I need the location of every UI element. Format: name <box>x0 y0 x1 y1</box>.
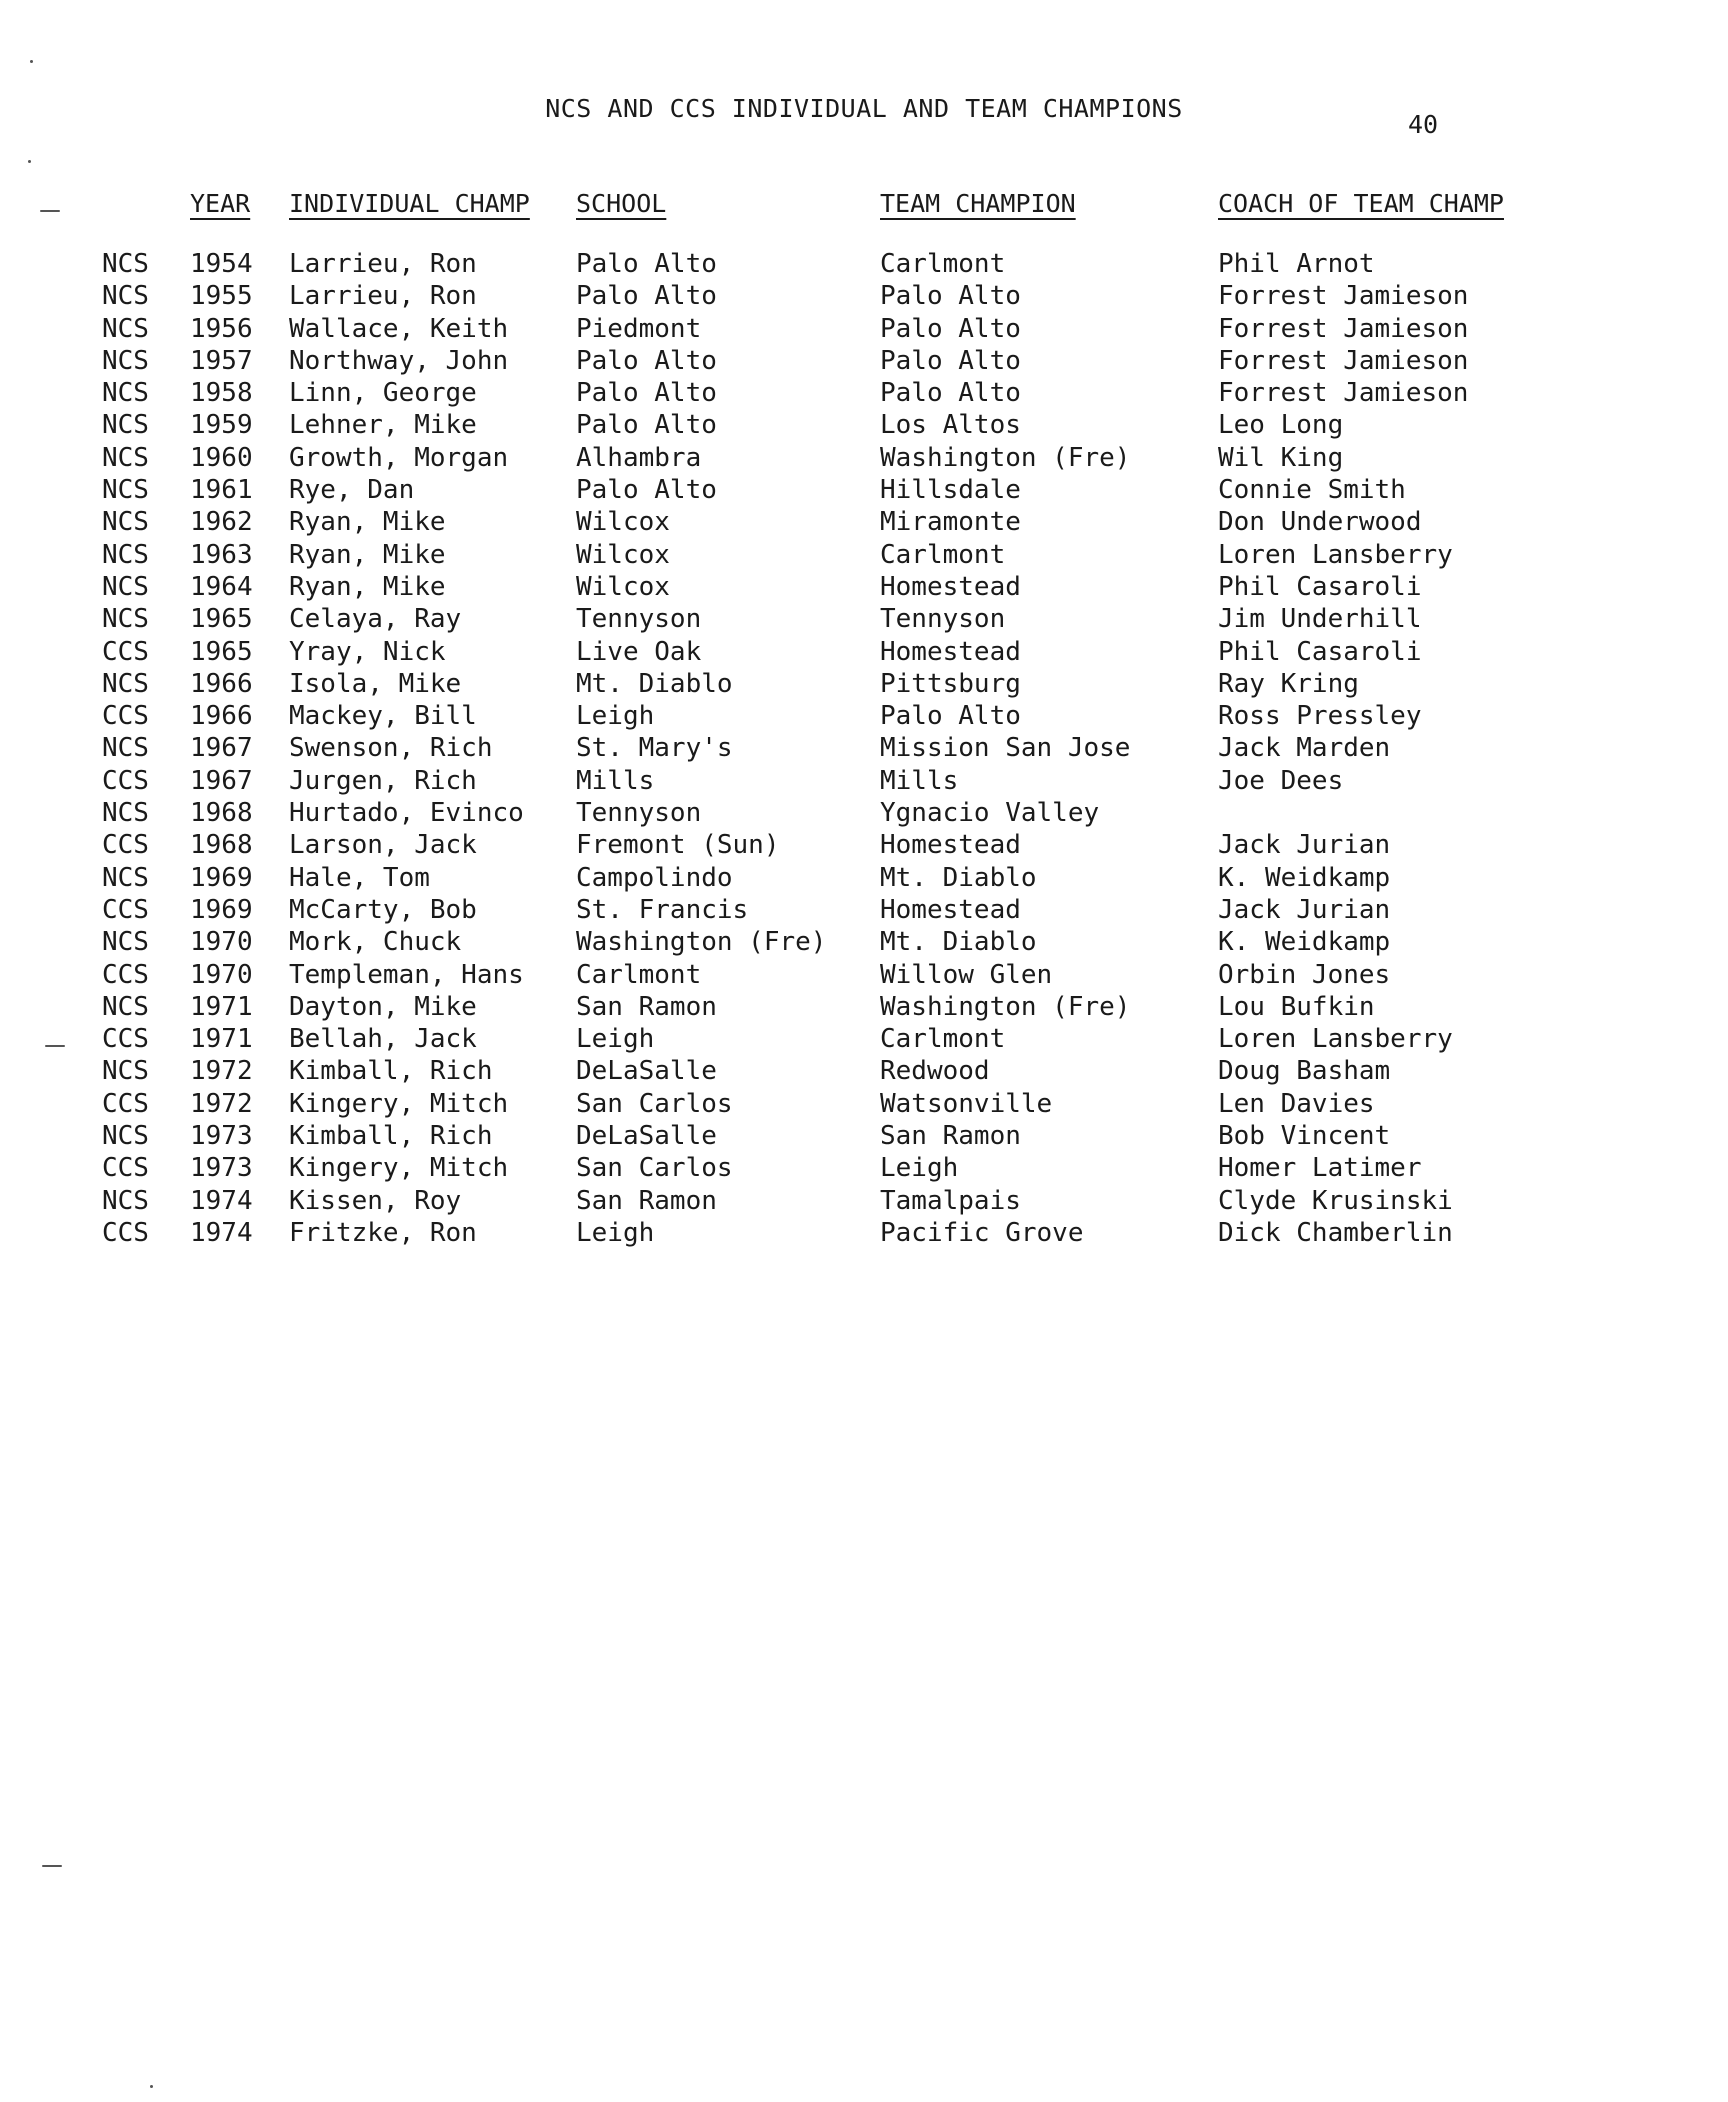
cell-year: 1957 <box>190 345 253 376</box>
cell-individual-champ: Celaya, Ray <box>289 604 462 635</box>
cell-year: 1972 <box>190 1088 253 1119</box>
header-individual-champ: INDIVIDUAL CHAMP <box>289 189 530 218</box>
cell-year: 1974 <box>190 1217 253 1248</box>
cell-year: 1968 <box>190 798 253 829</box>
table-row <box>0 571 1728 603</box>
cell-school: Live Oak <box>576 636 702 667</box>
page-number: 40 <box>1408 110 1439 139</box>
cell-individual-champ: Kimball, Rich <box>289 1121 493 1152</box>
cell-team-champion: Tennyson <box>880 604 1006 635</box>
cell-team-champion: San Ramon <box>880 1121 1021 1152</box>
table-body <box>0 248 1728 1249</box>
cell-division: NCS <box>102 345 149 376</box>
table-row <box>0 894 1728 926</box>
cell-school: Mt. Diablo <box>576 668 733 699</box>
cell-coach: Forrest Jamieson <box>1218 378 1469 409</box>
cell-team-champion: Mt. Diablo <box>880 927 1037 958</box>
cell-team-champion: Carlmont <box>880 539 1006 570</box>
cell-team-champion: Palo Alto <box>880 281 1021 312</box>
cell-division: NCS <box>102 281 149 312</box>
cell-coach: Dick Chamberlin <box>1218 1217 1453 1248</box>
cell-individual-champ: Fritzke, Ron <box>289 1217 477 1248</box>
cell-division: NCS <box>102 1056 149 1087</box>
scan-speck <box>45 1045 65 1047</box>
table-row <box>0 1120 1728 1152</box>
cell-individual-champ: Growth, Morgan <box>289 442 509 473</box>
cell-team-champion: Palo Alto <box>880 345 1021 376</box>
cell-division: NCS <box>102 927 149 958</box>
cell-coach: Phil Casaroli <box>1218 571 1422 602</box>
table-row <box>0 1217 1728 1249</box>
scan-speck <box>30 60 33 63</box>
cell-school: Campolindo <box>576 862 733 893</box>
cell-division: CCS <box>102 636 149 667</box>
cell-year: 1970 <box>190 927 253 958</box>
cell-coach: Lou Bufkin <box>1218 991 1375 1022</box>
cell-division: CCS <box>102 701 149 732</box>
cell-school: Leigh <box>576 701 655 732</box>
cell-year: 1960 <box>190 442 253 473</box>
cell-coach: Don Underwood <box>1218 507 1422 538</box>
cell-individual-champ: Bellah, Jack <box>289 1024 477 1055</box>
table-row <box>0 926 1728 958</box>
cell-year: 1973 <box>190 1121 253 1152</box>
cell-team-champion: Tamalpais <box>880 1185 1021 1216</box>
header-coach: COACH OF TEAM CHAMP <box>1218 189 1504 218</box>
cell-school: Wilcox <box>576 507 670 538</box>
cell-team-champion: Redwood <box>880 1056 990 1087</box>
cell-year: 1965 <box>190 636 253 667</box>
cell-individual-champ: Larson, Jack <box>289 830 477 861</box>
cell-school: Palo Alto <box>576 410 717 441</box>
cell-school: Washington (Fre) <box>576 927 827 958</box>
cell-coach: Forrest Jamieson <box>1218 281 1469 312</box>
cell-team-champion: Homestead <box>880 894 1021 925</box>
cell-team-champion: Watsonville <box>880 1088 1053 1119</box>
table-row <box>0 732 1728 764</box>
cell-year: 1967 <box>190 733 253 764</box>
cell-year: 1965 <box>190 604 253 635</box>
cell-coach: Orbin Jones <box>1218 959 1391 990</box>
table-row <box>0 797 1728 829</box>
cell-coach: Ross Pressley <box>1218 701 1422 732</box>
cell-year: 1973 <box>190 1153 253 1184</box>
table-row <box>0 765 1728 797</box>
cell-individual-champ: Kingery, Mitch <box>289 1088 509 1119</box>
cell-coach: Ray Kring <box>1218 668 1359 699</box>
cell-team-champion: Willow Glen <box>880 959 1053 990</box>
table-row <box>0 829 1728 861</box>
cell-individual-champ: Kimball, Rich <box>289 1056 493 1087</box>
cell-school: Mills <box>576 765 655 796</box>
cell-division: NCS <box>102 1185 149 1216</box>
cell-year: 1971 <box>190 1024 253 1055</box>
cell-school: Palo Alto <box>576 345 717 376</box>
cell-division: NCS <box>102 862 149 893</box>
cell-individual-champ: Larrieu, Ron <box>289 249 477 279</box>
cell-coach: Jim Underhill <box>1218 604 1422 635</box>
cell-coach: Forrest Jamieson <box>1218 313 1469 344</box>
cell-individual-champ: Lehner, Mike <box>289 410 477 441</box>
cell-school: Piedmont <box>576 313 702 344</box>
cell-individual-champ: Ryan, Mike <box>289 539 446 570</box>
cell-team-champion: Homestead <box>880 830 1021 861</box>
table-row <box>0 1023 1728 1055</box>
cell-individual-champ: Hale, Tom <box>289 862 430 893</box>
cell-individual-champ: Larrieu, Ron <box>289 281 477 312</box>
cell-individual-champ: Jurgen, Rich <box>289 765 477 796</box>
header-year: YEAR <box>190 189 251 218</box>
cell-coach: Loren Lansberry <box>1218 1024 1453 1055</box>
cell-coach: Bob Vincent <box>1218 1121 1391 1152</box>
cell-coach: Homer Latimer <box>1218 1153 1422 1184</box>
cell-team-champion: Mills <box>880 765 959 796</box>
cell-individual-champ: Mork, Chuck <box>289 927 462 958</box>
cell-coach: K. Weidkamp <box>1218 862 1391 893</box>
cell-division: NCS <box>102 410 149 441</box>
cell-year: 1967 <box>190 765 253 796</box>
cell-division: NCS <box>102 798 149 829</box>
cell-division: NCS <box>102 604 149 635</box>
cell-individual-champ: Kingery, Mitch <box>289 1153 509 1184</box>
cell-team-champion: Miramonte <box>880 507 1021 538</box>
cell-team-champion: Carlmont <box>880 249 1006 279</box>
cell-coach: Doug Basham <box>1218 1056 1391 1087</box>
cell-division: NCS <box>102 378 149 409</box>
cell-school: Fremont (Sun) <box>576 830 780 861</box>
cell-school: Palo Alto <box>576 378 717 409</box>
cell-division: NCS <box>102 733 149 764</box>
cell-school: St. Mary's <box>576 733 733 764</box>
cell-school: Carlmont <box>576 959 702 990</box>
table-row <box>0 1152 1728 1184</box>
table-row <box>0 442 1728 474</box>
cell-year: 1971 <box>190 991 253 1022</box>
cell-individual-champ: Rye, Dan <box>289 475 415 506</box>
table-row <box>0 1088 1728 1120</box>
cell-team-champion: Hillsdale <box>880 475 1021 506</box>
table-row <box>0 700 1728 732</box>
cell-individual-champ: Isola, Mike <box>289 668 462 699</box>
cell-school: Palo Alto <box>576 249 717 279</box>
cell-school: DeLaSalle <box>576 1121 717 1152</box>
cell-coach: Forrest Jamieson <box>1218 345 1469 376</box>
cell-school: Leigh <box>576 1217 655 1248</box>
cell-year: 1962 <box>190 507 253 538</box>
cell-team-champion: Palo Alto <box>880 378 1021 409</box>
cell-school: Leigh <box>576 1024 655 1055</box>
cell-coach: Len Davies <box>1218 1088 1375 1119</box>
cell-coach: Loren Lansberry <box>1218 539 1453 570</box>
cell-division: NCS <box>102 1121 149 1152</box>
table-row <box>0 636 1728 668</box>
table-row <box>0 313 1728 345</box>
cell-individual-champ: Ryan, Mike <box>289 571 446 602</box>
cell-team-champion: Palo Alto <box>880 701 1021 732</box>
scan-speck <box>40 210 60 212</box>
table-row <box>0 377 1728 409</box>
cell-coach: Wil King <box>1218 442 1344 473</box>
cell-team-champion: Pittsburg <box>880 668 1021 699</box>
cell-individual-champ: Linn, George <box>289 378 477 409</box>
table-row <box>0 603 1728 635</box>
cell-team-champion: Pacific Grove <box>880 1217 1084 1248</box>
table-row <box>0 280 1728 312</box>
cell-year: 1968 <box>190 830 253 861</box>
cell-coach: Connie Smith <box>1218 475 1406 506</box>
cell-year: 1974 <box>190 1185 253 1216</box>
cell-school: San Carlos <box>576 1088 733 1119</box>
cell-individual-champ: Yray, Nick <box>289 636 446 667</box>
cell-school: Wilcox <box>576 571 670 602</box>
cell-division: NCS <box>102 571 149 602</box>
cell-division: NCS <box>102 442 149 473</box>
cell-school: Alhambra <box>576 442 702 473</box>
cell-coach: Clyde Krusinski <box>1218 1185 1453 1216</box>
cell-school: San Ramon <box>576 991 717 1022</box>
cell-school: Palo Alto <box>576 281 717 312</box>
table-row <box>0 1055 1728 1087</box>
cell-coach: K. Weidkamp <box>1218 927 1391 958</box>
cell-school: San Carlos <box>576 1153 733 1184</box>
cell-coach: Joe Dees <box>1218 765 1344 796</box>
cell-individual-champ: Swenson, Rich <box>289 733 493 764</box>
cell-individual-champ: Templeman, Hans <box>289 959 524 990</box>
cell-team-champion: Washington (Fre) <box>880 442 1131 473</box>
cell-individual-champ: Northway, John <box>289 345 509 376</box>
cell-individual-champ: Kissen, Roy <box>289 1185 462 1216</box>
table-row <box>0 539 1728 571</box>
cell-individual-champ: Mackey, Bill <box>289 701 477 732</box>
scan-speck <box>42 1865 62 1867</box>
cell-division: CCS <box>102 765 149 796</box>
cell-year: 1955 <box>190 281 253 312</box>
cell-coach: Phil Arnot <box>1218 249 1375 279</box>
table-row <box>0 248 1728 280</box>
cell-division: NCS <box>102 539 149 570</box>
cell-team-champion: Mission San Jose <box>880 733 1131 764</box>
scan-speck <box>28 160 31 163</box>
cell-individual-champ: McCarty, Bob <box>289 894 477 925</box>
cell-division: CCS <box>102 830 149 861</box>
cell-school: DeLaSalle <box>576 1056 717 1087</box>
cell-coach: Jack Marden <box>1218 733 1391 764</box>
cell-division: NCS <box>102 991 149 1022</box>
cell-team-champion: Washington (Fre) <box>880 991 1131 1022</box>
cell-year: 1954 <box>190 249 253 279</box>
cell-year: 1958 <box>190 378 253 409</box>
cell-year: 1966 <box>190 668 253 699</box>
cell-division: NCS <box>102 507 149 538</box>
scan-speck <box>150 2085 153 2088</box>
table-row <box>0 1185 1728 1217</box>
cell-team-champion: Carlmont <box>880 1024 1006 1055</box>
cell-team-champion: Los Altos <box>880 410 1021 441</box>
cell-division: NCS <box>102 475 149 506</box>
cell-team-champion: Ygnacio Valley <box>880 798 1100 829</box>
champions-table <box>0 188 1728 1249</box>
cell-team-champion: Leigh <box>880 1153 959 1184</box>
cell-team-champion: Homestead <box>880 571 1021 602</box>
cell-school: Tennyson <box>576 798 702 829</box>
header-school: SCHOOL <box>576 189 667 218</box>
cell-year: 1959 <box>190 410 253 441</box>
cell-school: San Ramon <box>576 1185 717 1216</box>
cell-year: 1969 <box>190 862 253 893</box>
table-row <box>0 474 1728 506</box>
table-row <box>0 409 1728 441</box>
cell-school: Tennyson <box>576 604 702 635</box>
cell-division: CCS <box>102 959 149 990</box>
cell-year: 1963 <box>190 539 253 570</box>
table-row <box>0 862 1728 894</box>
cell-coach: Jack Jurian <box>1218 894 1391 925</box>
cell-year: 1969 <box>190 894 253 925</box>
page-title: NCS AND CCS INDIVIDUAL AND TEAM CHAMPIONS <box>545 94 1183 123</box>
table-row <box>0 991 1728 1023</box>
cell-year: 1972 <box>190 1056 253 1087</box>
cell-division: NCS <box>102 313 149 344</box>
cell-division: CCS <box>102 1024 149 1055</box>
table-row <box>0 345 1728 377</box>
cell-division: CCS <box>102 894 149 925</box>
cell-year: 1956 <box>190 313 253 344</box>
cell-school: St. Francis <box>576 894 749 925</box>
cell-division: NCS <box>102 249 149 279</box>
cell-individual-champ: Dayton, Mike <box>289 991 477 1022</box>
table-row <box>0 506 1728 538</box>
cell-school: Palo Alto <box>576 475 717 506</box>
cell-year: 1961 <box>190 475 253 506</box>
cell-individual-champ: Hurtado, Evinco <box>289 798 524 829</box>
cell-division: CCS <box>102 1217 149 1248</box>
cell-school: Wilcox <box>576 539 670 570</box>
cell-coach: Jack Jurian <box>1218 830 1391 861</box>
cell-team-champion: Homestead <box>880 636 1021 667</box>
cell-coach: Leo Long <box>1218 410 1344 441</box>
table-row <box>0 668 1728 700</box>
cell-team-champion: Palo Alto <box>880 313 1021 344</box>
table-header-row <box>0 188 1728 248</box>
cell-division: CCS <box>102 1088 149 1119</box>
cell-year: 1964 <box>190 571 253 602</box>
cell-individual-champ: Ryan, Mike <box>289 507 446 538</box>
cell-coach: Phil Casaroli <box>1218 636 1422 667</box>
cell-individual-champ: Wallace, Keith <box>289 313 509 344</box>
cell-year: 1970 <box>190 959 253 990</box>
header-team-champion: TEAM CHAMPION <box>880 189 1076 218</box>
cell-division: NCS <box>102 668 149 699</box>
cell-year: 1966 <box>190 701 253 732</box>
table-row <box>0 959 1728 991</box>
cell-division: CCS <box>102 1153 149 1184</box>
cell-team-champion: Mt. Diablo <box>880 862 1037 893</box>
